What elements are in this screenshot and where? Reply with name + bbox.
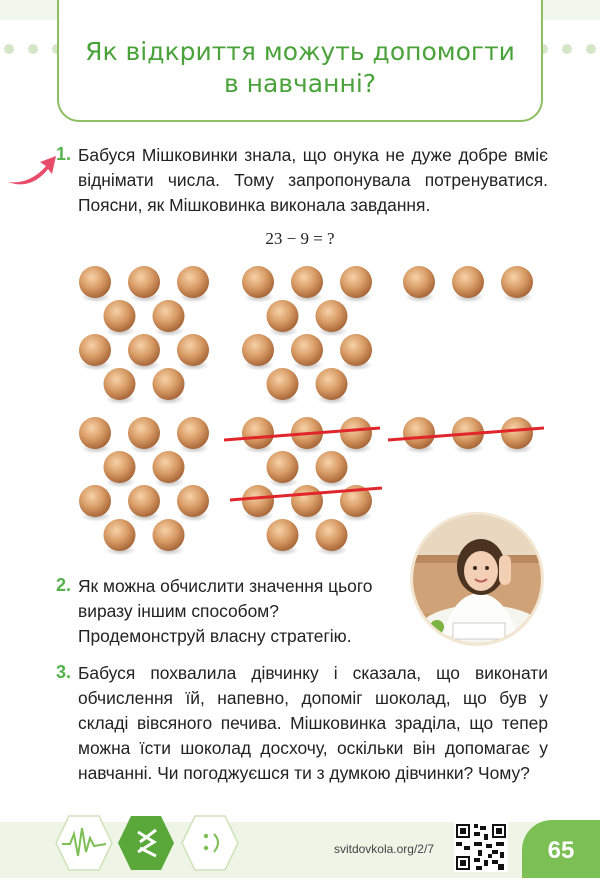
counting-ball	[79, 485, 111, 517]
girl-photo	[410, 512, 544, 646]
counting-ball	[291, 266, 323, 298]
counting-ball	[177, 334, 209, 366]
counting-ball	[128, 417, 160, 449]
counting-ball	[177, 266, 209, 298]
counting-ball	[153, 300, 185, 332]
counting-ball	[104, 368, 136, 400]
counting-ball	[177, 417, 209, 449]
counting-ball	[340, 266, 372, 298]
counting-ball	[291, 485, 323, 517]
counting-ball	[267, 300, 299, 332]
counting-ball	[403, 417, 435, 449]
footer-url-link[interactable]: svitdovkola.org/2/7	[333, 842, 434, 856]
counting-ball	[242, 417, 274, 449]
counting-ball	[267, 451, 299, 483]
counting-ball	[79, 334, 111, 366]
counting-ball	[452, 266, 484, 298]
task-2-number: 2.	[56, 575, 72, 595]
counting-ball	[501, 266, 533, 298]
counting-ball	[267, 519, 299, 551]
counting-ball	[128, 485, 160, 517]
task-3-number: 3.	[56, 662, 72, 682]
counting-ball	[267, 368, 299, 400]
counting-ball	[242, 334, 274, 366]
task-1-text: Бабуся Мішковинки знала, що онука не дуже добре вміє віднімати числа. Тому запропонувала потренуватися. Поясни, як Мішковинка виконала завдання.	[78, 145, 548, 215]
counting-ball	[79, 417, 111, 449]
counting-ball	[104, 519, 136, 551]
counting-ball	[128, 266, 160, 298]
math-expression: 23 − 9 = ?	[265, 229, 335, 248]
page-title-line2: в навчанні?	[223, 69, 377, 98]
counting-ball	[316, 519, 348, 551]
page-number: 65	[522, 820, 600, 878]
counting-ball	[291, 334, 323, 366]
counting-ball	[104, 300, 136, 332]
smile-hexagon-icon	[180, 814, 240, 872]
counting-ball	[242, 485, 274, 517]
counting-ball	[177, 485, 209, 517]
task-3-text: Бабуся похвалила дівчинку і сказала, що виконати обчислення їй, напевно, допоміг шоколад, що був у складі вівсяного печива. Мішковинка зраділа, що тепер можна їсти шоколад досхочу, оскільки він допомагає у навчанні. Чи погоджуєшся ти з думкою дівчинки? Чому?	[78, 663, 548, 783]
counting-ball	[153, 519, 185, 551]
counting-ball	[104, 451, 136, 483]
counting-ball	[242, 266, 274, 298]
counting-ball	[340, 417, 372, 449]
counting-ball	[403, 266, 435, 298]
task-2-text: Як можна обчислити значення цього виразу іншим способом? Продемонструй власну стратегію.	[78, 576, 373, 646]
counting-ball	[79, 266, 111, 298]
counting-ball	[501, 417, 533, 449]
counting-ball	[316, 451, 348, 483]
counting-ball	[128, 334, 160, 366]
counting-ball	[153, 368, 185, 400]
counting-ball	[316, 300, 348, 332]
waveform-hexagon-icon	[54, 814, 114, 872]
task-1-number: 1.	[56, 144, 72, 164]
counting-ball	[340, 334, 372, 366]
counting-ball	[153, 451, 185, 483]
compare-hexagon-icon[interactable]	[116, 814, 176, 872]
qr-code-icon[interactable]	[454, 822, 508, 872]
page-title-line1: Як відкриття можуть допомогти	[85, 37, 515, 66]
counting-ball	[316, 368, 348, 400]
